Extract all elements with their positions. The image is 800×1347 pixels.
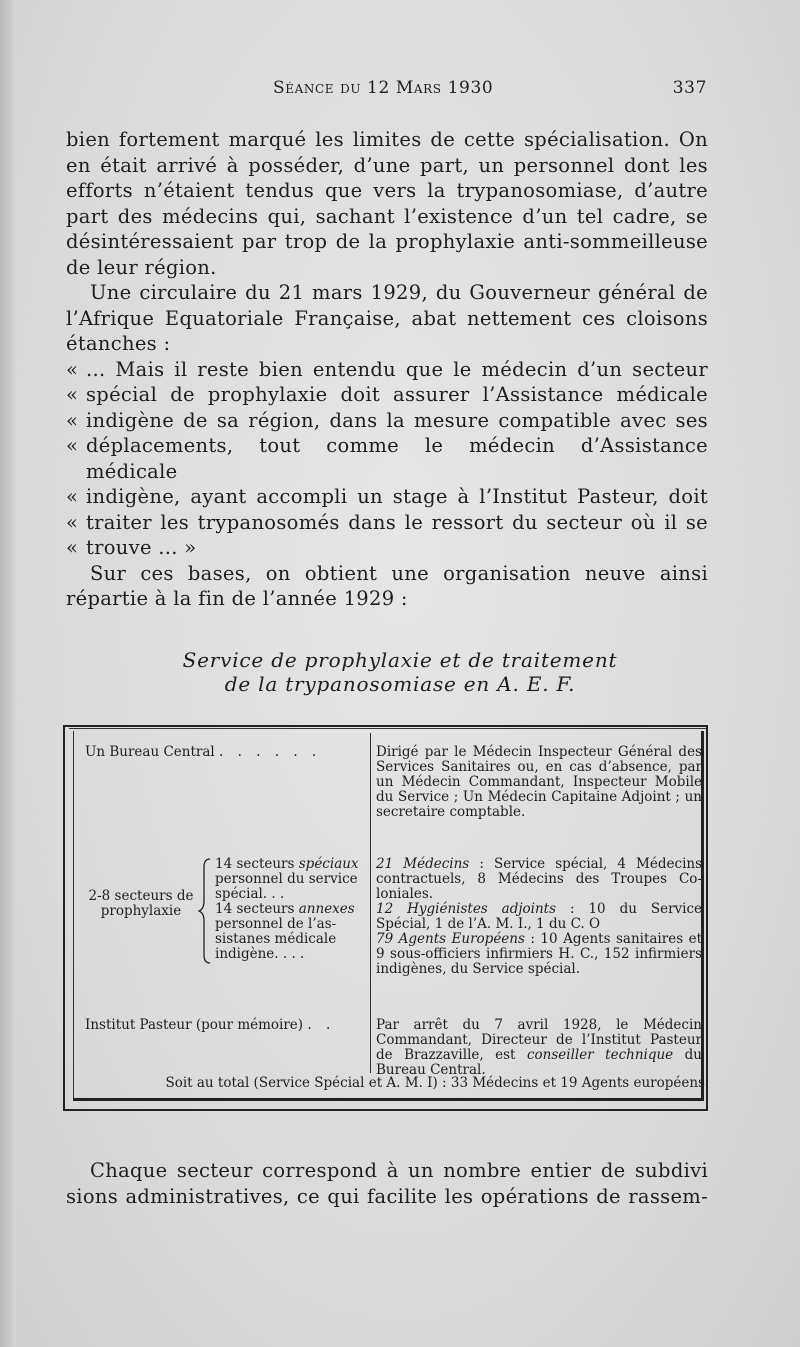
table-top-rule bbox=[69, 728, 706, 729]
row-bureau-central-label: Un Bureau Central . . . . . . bbox=[85, 744, 322, 760]
bottom-line-2: sions administratives, ce qui facilite les opérations de rassem- bbox=[66, 1184, 708, 1208]
circular-quote bbox=[66, 357, 708, 561]
paragraph-2: Une circulaire du 21 mars 1929, du Gouverneur général de l’Afrique Equatoriale Française, abat nettement ces cloisons étanches : bbox=[66, 281, 708, 355]
staff-hygienistes: 12 Hygiénistes adjoints : 10 du Service Spécial, 1 de l’A. M. I., 1 du C. O bbox=[376, 901, 703, 932]
table-total-line: Soit au total (Service Spécial et A. M. I) : 33 Médecins et 19 Agents européens bbox=[165, 1075, 705, 1091]
running-header bbox=[0, 78, 800, 104]
quote-line: « déplacements, tout comme le médecin d’Assistance médicale bbox=[66, 434, 708, 483]
page-number: 337 bbox=[672, 78, 707, 98]
paragraph-3: Sur ces bases, on obtient une organisation neuve ainsi répartie à la fin de l’année 1929 : bbox=[66, 561, 708, 610]
row-institut-pasteur-label: Institut Pasteur (pour mémoire) . . bbox=[85, 1017, 336, 1033]
quote-line: « ... Mais il reste bien entendu que le médecin d’un secteur bbox=[66, 357, 708, 381]
table-title-line-2: de la trypanosomiase en A. E. F. bbox=[224, 672, 576, 696]
quote-line: « indigène, ayant accompli un stage à l’Institut Pasteur, doit bbox=[66, 485, 708, 508]
table-title-line-1: Service de prophylaxie et de traitement bbox=[182, 648, 618, 672]
sector-item-speciaux: 14 secteurs spéciaux personnel du service spécial. . . bbox=[215, 856, 359, 902]
quote-line: « indigène de sa région, dans la mesure compatible avec ses bbox=[66, 408, 708, 432]
bottom-paragraph bbox=[66, 1158, 708, 1209]
quote-line: « trouve ... » bbox=[66, 536, 197, 559]
quote-line: « traiter les trypanosomés dans le ressort du secteur où il se bbox=[66, 510, 708, 534]
sectors-label: 2-8 secteurs de prophylaxie bbox=[88, 888, 194, 919]
running-title: Séance du 12 Mars 1930 bbox=[273, 78, 494, 98]
organization-table bbox=[63, 725, 708, 1111]
quote-line: « spécial de prophylaxie doit assurer l’Assistance médicale bbox=[66, 383, 708, 406]
sector-item-annexes: 14 secteurs annexes personnel de l’assistanes médicale indigène. . . . bbox=[215, 901, 355, 962]
table-title bbox=[0, 648, 800, 696]
curly-brace-icon bbox=[198, 857, 212, 965]
sectors-items bbox=[215, 857, 375, 962]
sectors-brace-block bbox=[85, 857, 375, 967]
paragraph-1: bien fortement marqué les limites de cette spécialisation. On en était arrivé à posséder, d’une part, un personnel dont les efforts n’étaient tendus que vers la trypanosomiase, d’autre part des médecins qui, sachant l’existence d’un tel cadre, se désintéressaient par trop de la prophylaxie anti-sommeilleuse de leur région. bbox=[66, 128, 708, 279]
bottom-line-1: Chaque secteur correspond à un nombre entier de subdivi bbox=[90, 1159, 708, 1182]
staff-agents: 79 Agents Européens : 10 Agents sanitaires et 9 sous-officiers infirmiers H. C., 152 infirmiers indigènes, du Service spécial. bbox=[376, 931, 703, 977]
body-text bbox=[66, 127, 708, 612]
row-institut-pasteur-desc: Par arrêt du 7 avril 1928, le Médecin Commandant, Directeur de l’Institut Pasteur de Brazzaville, est conseiller technique du Bureau Central. bbox=[376, 1017, 702, 1078]
staff-medecins: 21 Médecins : Service spécial, 4 Médecins contractuels, 8 Médecins des Troupes Coloniales. bbox=[376, 856, 703, 902]
row-bureau-central-desc: Dirigé par le Médecin Inspecteur Général des Services Sanitaires ou, en cas d’absence, par un Médecin Commandant, Inspecteur Mobile du Service ; Un Médecin Capitaine Adjoint ; un secretaire comptable. bbox=[376, 744, 702, 820]
row-sectors-desc bbox=[376, 857, 702, 977]
